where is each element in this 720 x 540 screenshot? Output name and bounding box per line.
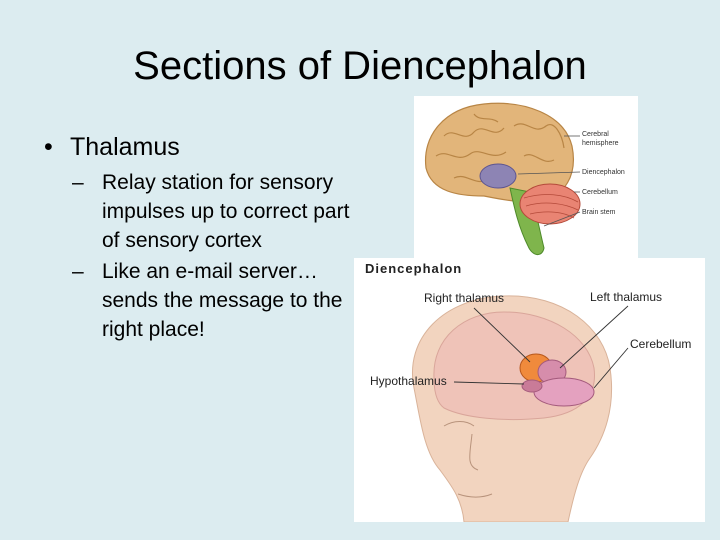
label-hypothalamus: Hypothalamus (370, 374, 447, 388)
cerebellum-shape (520, 184, 580, 224)
subbullet-item (44, 168, 364, 255)
dash-symbol: – (72, 171, 84, 194)
label-brain-stem: Brain stem (582, 209, 616, 216)
subbullet-text: Like an e-mail server… sends the message to the right place! (102, 260, 343, 341)
label-cerebellum: Cerebellum (582, 189, 618, 196)
cerebellum-shape (534, 378, 594, 406)
bullet-item-thalamus (44, 130, 364, 164)
hypothalamus-shape (522, 380, 542, 392)
label-hemisphere: hemisphere (582, 140, 619, 147)
brain-sagittal-illustration (414, 96, 638, 272)
bullet-symbol: • (44, 133, 53, 161)
slide-title: Sections of Diencephalon (133, 44, 587, 88)
label-right-thalamus: Right thalamus (424, 291, 505, 305)
subbullet-item (44, 257, 364, 344)
figure-heading: Diencephalon (365, 261, 463, 276)
dash-symbol: – (72, 260, 84, 283)
diencephalon-shape (480, 164, 516, 188)
label-diencephalon: Diencephalon (582, 169, 625, 176)
bullet-list (44, 130, 364, 344)
label-left-thalamus: Left thalamus (590, 290, 663, 304)
bullet-text: Thalamus (70, 133, 180, 161)
label-cerebral: Cerebral (582, 131, 609, 138)
subbullet-text: Relay station for sensory impulses up to correct part of sensory cortex (102, 171, 350, 252)
label-cerebellum-bottom: Cerebellum (630, 337, 692, 351)
